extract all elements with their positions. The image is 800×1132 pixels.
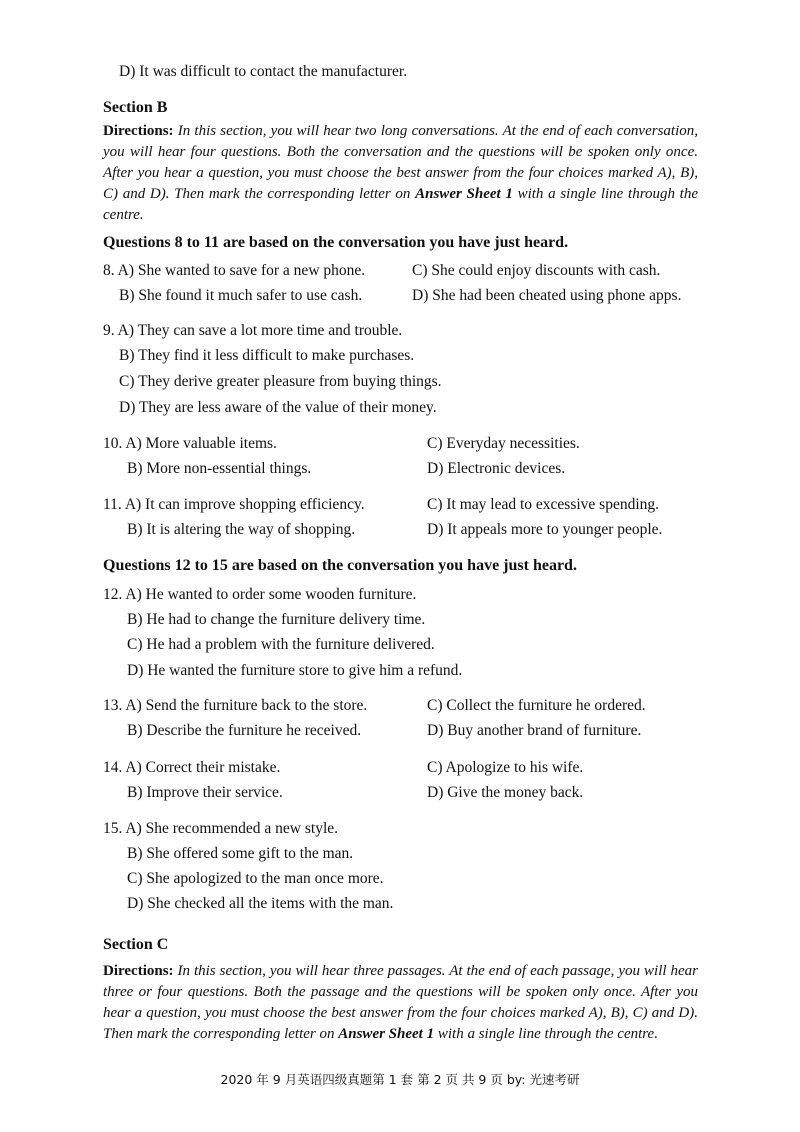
- prev-question-option-d: D) It was difficult to contact the manufacturer.: [119, 63, 408, 80]
- q11-option-c: C) It may lead to excessive spending.: [427, 496, 660, 513]
- q11-option-a: 11. A) It can improve shopping efficiency.: [103, 496, 365, 513]
- q14-option-d: D) Give the money back.: [427, 784, 584, 801]
- q15-option-c: C) She apologized to the man once more.: [127, 870, 384, 887]
- section-b-directions: [103, 121, 698, 226]
- q12-option-c: C) He had a problem with the furniture delivered.: [127, 636, 435, 653]
- q13-option-c: C) Collect the furniture he ordered.: [427, 697, 646, 714]
- q13-option-a: 13. A) Send the furniture back to the store.: [103, 697, 368, 714]
- section-c-directions-label: Directions:: [103, 963, 174, 979]
- section-c-directions: [103, 961, 698, 1045]
- q10-option-b: B) More non-essential things.: [127, 460, 312, 477]
- section-b-directions-text-end: with a single line through the centre.: [103, 186, 699, 223]
- q8-option-b: B) She found it much safer to use cash.: [119, 287, 363, 304]
- q15-option-a: 15. A) She recommended a new style.: [103, 820, 339, 837]
- q9-option-b: B) They find it less difficult to make purchases.: [119, 347, 415, 364]
- q12-option-d: D) He wanted the furniture store to give him a refund.: [127, 662, 463, 679]
- section-b-answer-sheet: Answer Sheet 1: [415, 186, 513, 202]
- section-b-directions-label: Directions:: [103, 123, 174, 139]
- q12-option-b: B) He had to change the furniture delivery time.: [127, 611, 426, 628]
- q11-option-d: D) It appeals more to younger people.: [427, 521, 663, 538]
- q9-option-c: C) They derive greater pleasure from buying things.: [119, 373, 442, 390]
- questions-8-11-heading: Questions 8 to 11 are based on the conversation you have just heard.: [103, 234, 569, 251]
- q9-option-a: 9. A) They can save a lot more time and trouble.: [103, 322, 403, 339]
- q14-option-b: B) Improve their service.: [127, 784, 283, 801]
- q11-option-b: B) It is altering the way of shopping.: [127, 521, 356, 538]
- q12-option-a: 12. A) He wanted to order some wooden furniture.: [103, 586, 417, 603]
- questions-12-15-heading: Questions 12 to 15 are based on the conversation you have just heard.: [103, 557, 577, 574]
- q8-option-d: D) She had been cheated using phone apps.: [412, 287, 682, 304]
- q10-option-c: C) Everyday necessities.: [427, 435, 580, 452]
- q14-option-c: C) Apologize to his wife.: [427, 759, 584, 776]
- section-b-directions-text: In this section, you will hear two long conversations. At the end of each conversation, you will hear four questions. Both the conversation and the questions will be spoken only once. After you hear a question, you must choose the best answer from the four choices marked A), B), C) and D). Then mark the corresponding letter on: [103, 123, 699, 202]
- q9-option-d: D) They are less aware of the value of their money.: [119, 399, 437, 416]
- q13-option-b: B) Describe the furniture he received.: [127, 722, 362, 739]
- q15-option-d: D) She checked all the items with the man.: [127, 895, 394, 912]
- q13-option-d: D) Buy another brand of furniture.: [427, 722, 642, 739]
- section-c-title: Section C: [103, 936, 169, 953]
- q10-option-a: 10. A) More valuable items.: [103, 435, 277, 452]
- section-c-directions-text-end: with a single line through the centre.: [437, 1026, 658, 1042]
- q8-option-a: 8. A) She wanted to save for a new phone.: [103, 262, 366, 279]
- section-c-directions-text: In this section, you will hear three passages. At the end of each passage, you will hear three or four questions. Both the passage and the questions will be spoken only once. After you hear a question, you must choose the best answer from the four choices marked A), B), C) and D). Then mark the corresponding letter on: [103, 963, 698, 1042]
- q8-option-c: C) She could enjoy discounts with cash.: [412, 262, 661, 279]
- q15-option-b: B) She offered some gift to the man.: [127, 845, 354, 862]
- q14-option-a: 14. A) Correct their mistake.: [103, 759, 281, 776]
- q10-option-d: D) Electronic devices.: [427, 460, 566, 477]
- section-c-answer-sheet: Answer Sheet 1: [338, 1026, 435, 1042]
- page-footer: 2020 年 9 月英语四级真题第 1 套 第 2 页 共 9 页 by: 光速考研: [220, 1072, 580, 1087]
- section-b-title: Section B: [103, 99, 168, 116]
